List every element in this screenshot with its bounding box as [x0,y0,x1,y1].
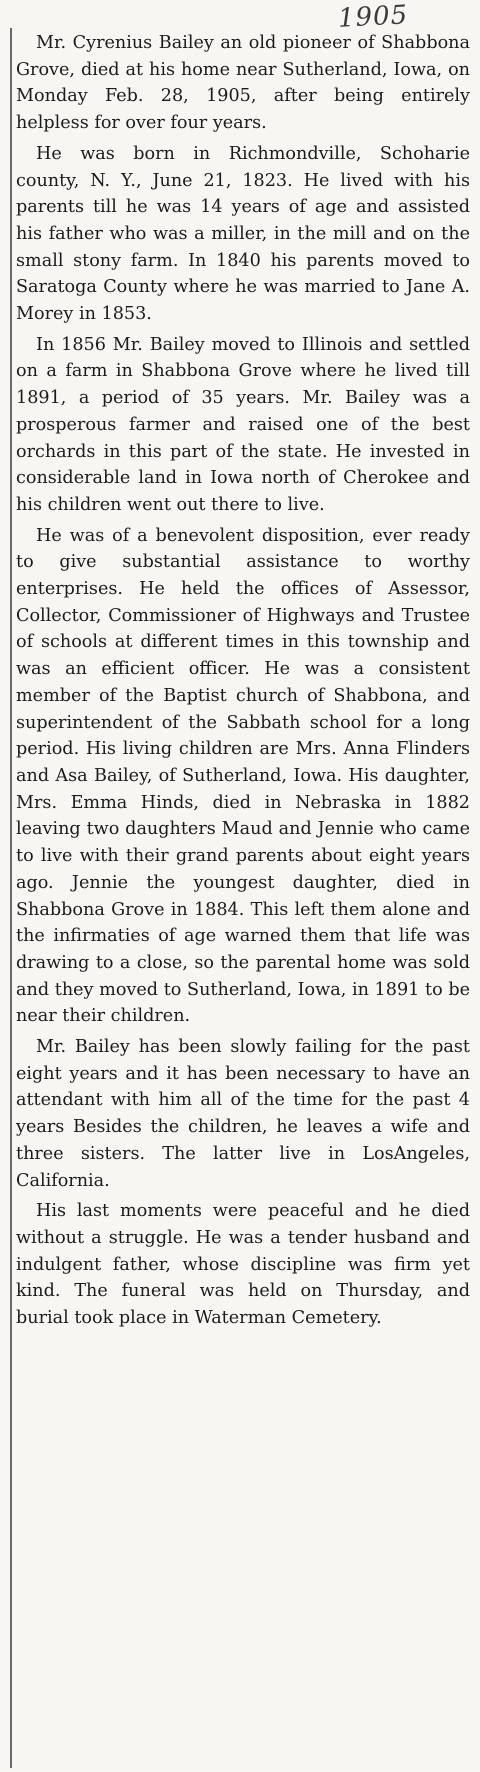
article-paragraph: His last moments were peaceful and he died without a struggle. He was a tender husband and indulgent father, whose discipline was firm yet kind. The funeral was held on Thursday, and burial took place in Waterman Cemetery. [16,1201,470,1329]
obituary-article [16,30,470,1332]
article-paragraph: In 1856 Mr. Bailey moved to Illinois and settled on a farm in Shabbona Grove where he lived till 1891, a period of 35 years. Mr. Bailey was a prosperous farmer and raised one of the best orchards in this part of the state. He invested in considerable land in Iowa north of Cherokee and his children went out there to live. [16,334,470,515]
article-paragraph: He was born in Richmondville, Schoharie county, N. Y., June 21, 1823. He lived with his parents till he was 14 years of age and assisted his father who was a miller, in the mill and on the small stony farm. In 1840 his parents moved to Saratoga County where he was married to Jane A. Morey in 1853. [16,143,470,325]
column-rule [10,28,12,1768]
handwritten-year-annotation: 1905 [337,0,409,34]
article-paragraph: Mr. Cyrenius Bailey an old pioneer of Shabbona Grove, died at his home near Sutherland, Iowa, on Monday Feb. 28, 1905, after being entirely helpless for over four years. [16,33,470,134]
article-paragraph: Mr. Bailey has been slowly failing for the past eight years and it has been necessary to have an attendant with him all of the time for the past 4 years Besides the children, he leaves a wife and three sisters. The latter live in LosAngeles, California. [16,1037,470,1191]
article-paragraph: He was of a benevolent disposition, ever ready to give substantial assistance to worthy enterprises. He held the offices of Assessor, Collector, Commissioner of Highways and Trustee of schools at different times in this township and was an efficient officer. He was a consistent member of the Baptist church of Shabbona, and superintendent of the Sabbath school for a long period. His living children are Mrs. Anna Flinders and Asa Bailey, of Sutherland, Iowa. His daughter, Mrs. Emma Hinds, died in Nebraska in 1882 leaving two daughters Maud and Jennie who came to live with their grand parents about eight years ago. Jennie the youngest daughter, died in Shabbona Grove in 1884. This left them alone and the infirmaties of age warned them that life was drawing to a close, so the parental home was sold and they moved to Sutherland, Iowa, in 1891 to be near their children. [16,525,470,1027]
